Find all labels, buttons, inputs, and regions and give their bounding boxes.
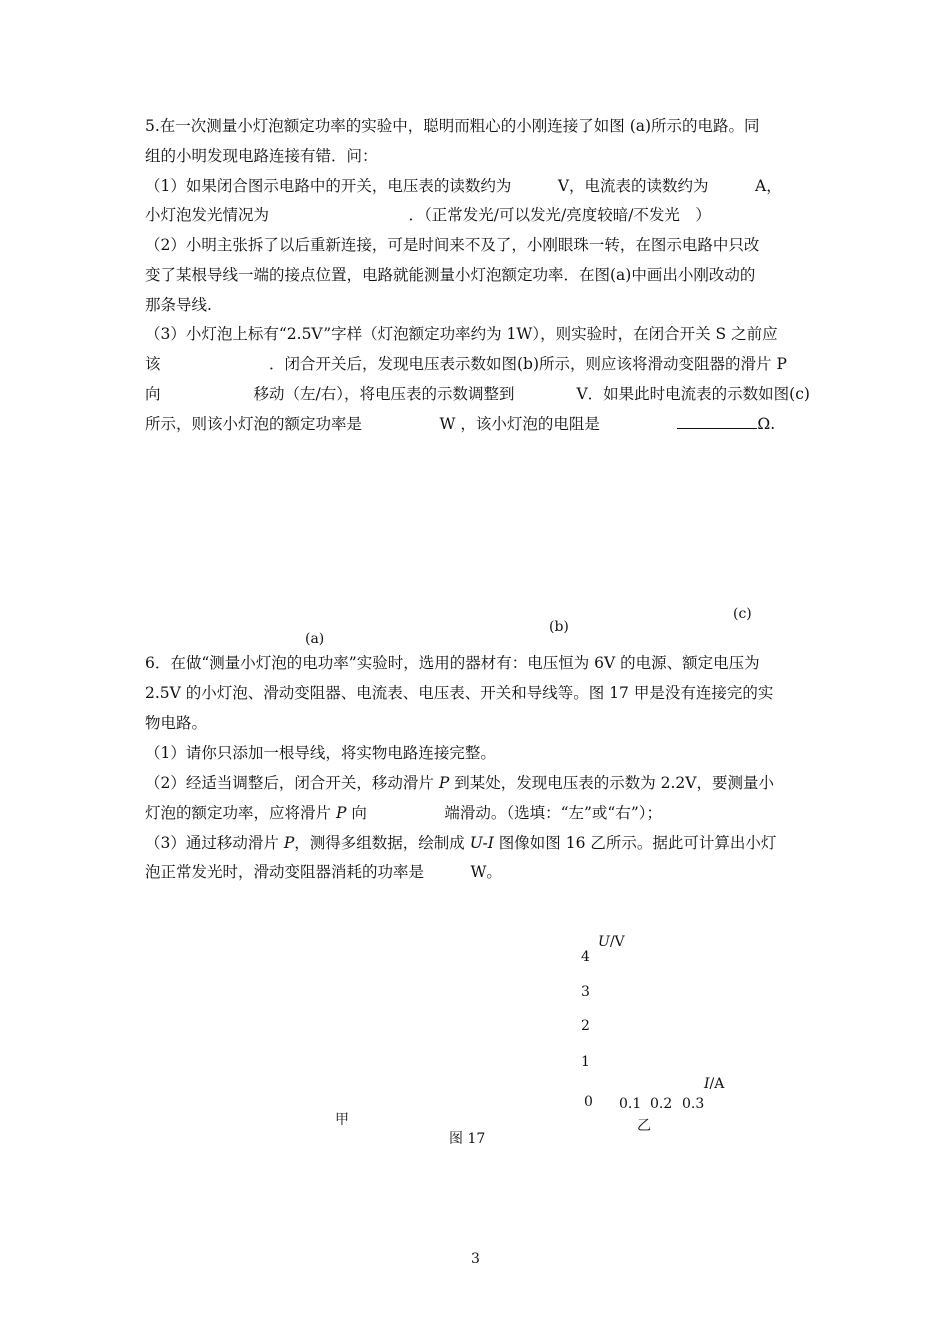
- q5-line-5: （2）小明主张拆了以后重新连接，可是时间来不及了，小刚眼珠一转，在图示电路中只改: [145, 236, 760, 254]
- answer-blank: [677, 414, 757, 429]
- q5-line-8: （3）小灯泡上标有“2.5V”字样（灯泡额定功率约为 1W），则实验时，在闭合开关 S 之前应: [145, 325, 778, 343]
- q5-line-10: 向 移动（左/右），将电压表的示数调整到 V．如果此时电流表的示数如图(c): [145, 385, 810, 403]
- y-tick-4: 4: [581, 949, 590, 965]
- q6-line-7-head: （3）通过移动滑片: [145, 834, 279, 852]
- omega-unit: Ω.: [757, 415, 776, 433]
- figure-caption: 图 17: [449, 1131, 486, 1147]
- figure-a-label: (a): [305, 631, 325, 647]
- page-number: 3: [471, 1251, 480, 1267]
- q6-line-6-tail: 向 端滑动。（选填：“左”或“右”）；: [351, 804, 663, 822]
- q6-line-6-head: 灯泡的额定功率，应将滑片: [145, 804, 332, 822]
- q5-line-11-text: 所示，则该小灯泡的额定功率是 W ，该小灯泡的电阻是: [145, 415, 678, 433]
- q5-line-3: （1）如果闭合图示电路中的开关，电压表的读数约为 V，电流表的读数约为 A，: [145, 177, 782, 195]
- q6-line-7-tail: 图像如图 16 乙所示。据此可计算出小灯: [498, 834, 777, 852]
- x-tick-0-2: 0.2: [650, 1096, 673, 1112]
- q5-line-11: [145, 414, 775, 434]
- figure-yi-label: 乙: [637, 1118, 651, 1134]
- q6-line-5-head: （2）经适当调整后，闭合开关，移动滑片: [145, 774, 434, 792]
- x-tick-0-1: 0.1: [619, 1096, 642, 1112]
- figure-b-label: (b): [549, 619, 569, 635]
- y-axis-unit: /V: [609, 934, 625, 950]
- q6-line-1: 6．在做“测量小灯泡的电功率”实验时，选用的器材有：电压恒为 6V 的电源、额定电压为: [145, 654, 760, 672]
- y-axis-var: U: [598, 934, 610, 950]
- y-tick-3: 3: [581, 984, 590, 1000]
- figure-c-label: (c): [733, 606, 752, 622]
- q5-line-7: 那条导线.: [145, 296, 212, 314]
- x-axis-unit: /A: [709, 1076, 725, 1092]
- variable-p: P: [283, 834, 295, 852]
- q6-line-5: [145, 773, 774, 793]
- q6-line-5-tail: 到某处，发现电压表的示数为 2.2V，要测量小: [454, 774, 774, 792]
- x-axis-label: [704, 1075, 724, 1093]
- q5-line-1: 5.在一次测量小灯泡额定功率的实验中，聪明而粗心的小刚连接了如图 (a)所示的电路。同: [145, 117, 760, 135]
- variable-p: P: [335, 804, 347, 822]
- q6-line-3: 物电路。: [145, 714, 208, 732]
- variable-p: P: [438, 774, 450, 792]
- q6-line-7-mid: ，测得多组数据，绘制成: [294, 834, 465, 852]
- q6-line-6: [145, 803, 662, 823]
- x-axis-var: I: [704, 1076, 710, 1092]
- q6-line-8: 泡正常发光时，滑动变阻器消耗的功率是 W。: [145, 863, 502, 881]
- y-axis-label: [598, 933, 625, 951]
- q5-line-9: 该 ．闭合开关后，发现电压表示数如图(b)所示，则应该将滑动变阻器的滑片 P: [145, 355, 787, 373]
- y-tick-2: 2: [581, 1018, 590, 1034]
- q6-line-2: 2.5V 的小灯泡、滑动变阻器、电流表、电压表、开关和导线等。图 17 甲是没有连接完的实: [145, 684, 774, 702]
- origin-label: 0: [584, 1094, 593, 1110]
- variable-ui: U-I: [469, 834, 494, 852]
- q5-line-6: 变了某根导线一端的接点位置，电路就能测量小灯泡额定功率．在图(a)中画出小刚改动的: [145, 266, 756, 284]
- y-tick-1: 1: [581, 1054, 590, 1070]
- q6-line-4: （1）请你只添加一根导线，将实物电路连接完整。: [145, 744, 496, 762]
- figure-jia-label: 甲: [335, 1112, 349, 1128]
- q6-line-7: [145, 833, 776, 853]
- q5-line-2: 组的小明发现电路连接有错．问：: [145, 147, 378, 165]
- q5-line-4: 小灯泡发光情况为 ．（正常发光/可以发光/亮度较暗/不发光 ）: [145, 206, 711, 224]
- x-tick-0-3: 0.3: [682, 1096, 705, 1112]
